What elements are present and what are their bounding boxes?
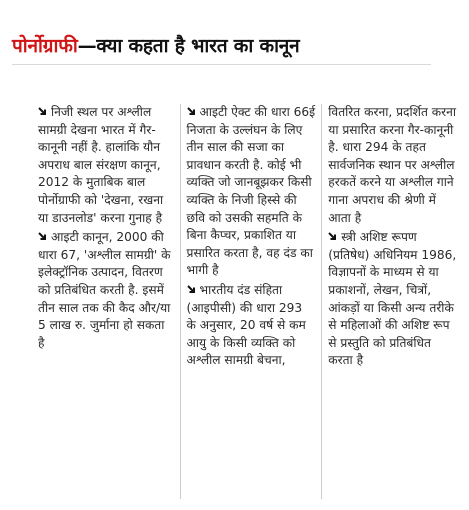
arrow-bullet-icon [328, 232, 338, 242]
column-3 [321, 104, 463, 499]
column-2 [180, 104, 322, 499]
page-title [12, 34, 300, 58]
arrow-bullet-icon [38, 232, 48, 242]
arrow-bullet-icon [187, 107, 197, 117]
paragraph-text: वितरित करना, प्रदर्शित करना या प्रसारित करना गैर-कानूनी है. धारा 294 के तहत सार्वजनिक स्थान पर अश्लील हरकतें करने या अश्लील गाने गाना अपराध की श्रेणी में आता है [328, 105, 457, 225]
paragraph [187, 104, 316, 280]
title-divider [12, 64, 431, 65]
paragraph-text: भारतीय दंड संहिता (आइपीसी) की धारा 293 के अनुसार, 20 वर्ष से कम आयु के किसी व्यक्ति को अश्लील सामग्री बेचना, [186, 282, 306, 368]
paragraph-text: आइटी ऐक्ट की धारा 66ई निजता के उल्लंघन के लिए तीन साल की सजा का प्रावधान करती है. कोई भी व्यक्ति जो जानबूझकर किसी व्यक्ति के निजी हिस्से की छवि को उसकी सहमति के बिना कैप्चर, प्रकाशित या प्रसारित करता है, वह दंड का भागी है [186, 105, 316, 278]
title-red-part: पोर्नोग्राफी [12, 35, 78, 57]
paragraph-text: स्त्री अशिष्ट रूपण (प्रतिषेध) अधिनियम 1986, विज्ञापनों के माध्यम से या प्रकाशनों, लेखन, चित्रों, आंकड़ों या किसी अन्य तरीके से महिलाओं की अशिष्ट रूप से प्रस्तुति को प्रतिबंधित करता है [328, 230, 457, 368]
arrow-bullet-icon [187, 285, 197, 295]
paragraph [38, 104, 174, 227]
paragraph [328, 229, 457, 370]
paragraph [187, 282, 316, 370]
title-black-part: —क्या कहता है भारत का कानून [77, 35, 300, 57]
article-body [38, 104, 463, 499]
paragraph [38, 229, 174, 352]
paragraph-text: निजी स्थल पर अश्लील सामग्री देखना भारत में गैर-कानूनी नहीं है. हालांकि यौन अपराध बाल संरक्षण कानून, 2012 के मुताबिक बाल पोर्नोग्राफी को 'देखना, रखना या डाउनलोड' करना गुनाह है [38, 105, 164, 225]
arrow-bullet-icon [38, 107, 48, 117]
paragraph [328, 104, 457, 227]
column-1 [38, 104, 180, 499]
paragraph-text: आइटी कानून, 2000 की धारा 67, 'अश्लील सामग्री' के इलेक्ट्रॉनिक उत्पादन, वितरण को प्रतिबंधित करती है. इसमें तीन साल तक की कैद और/या 5 लाख रु. जुर्माना हो सकता है [38, 230, 171, 350]
